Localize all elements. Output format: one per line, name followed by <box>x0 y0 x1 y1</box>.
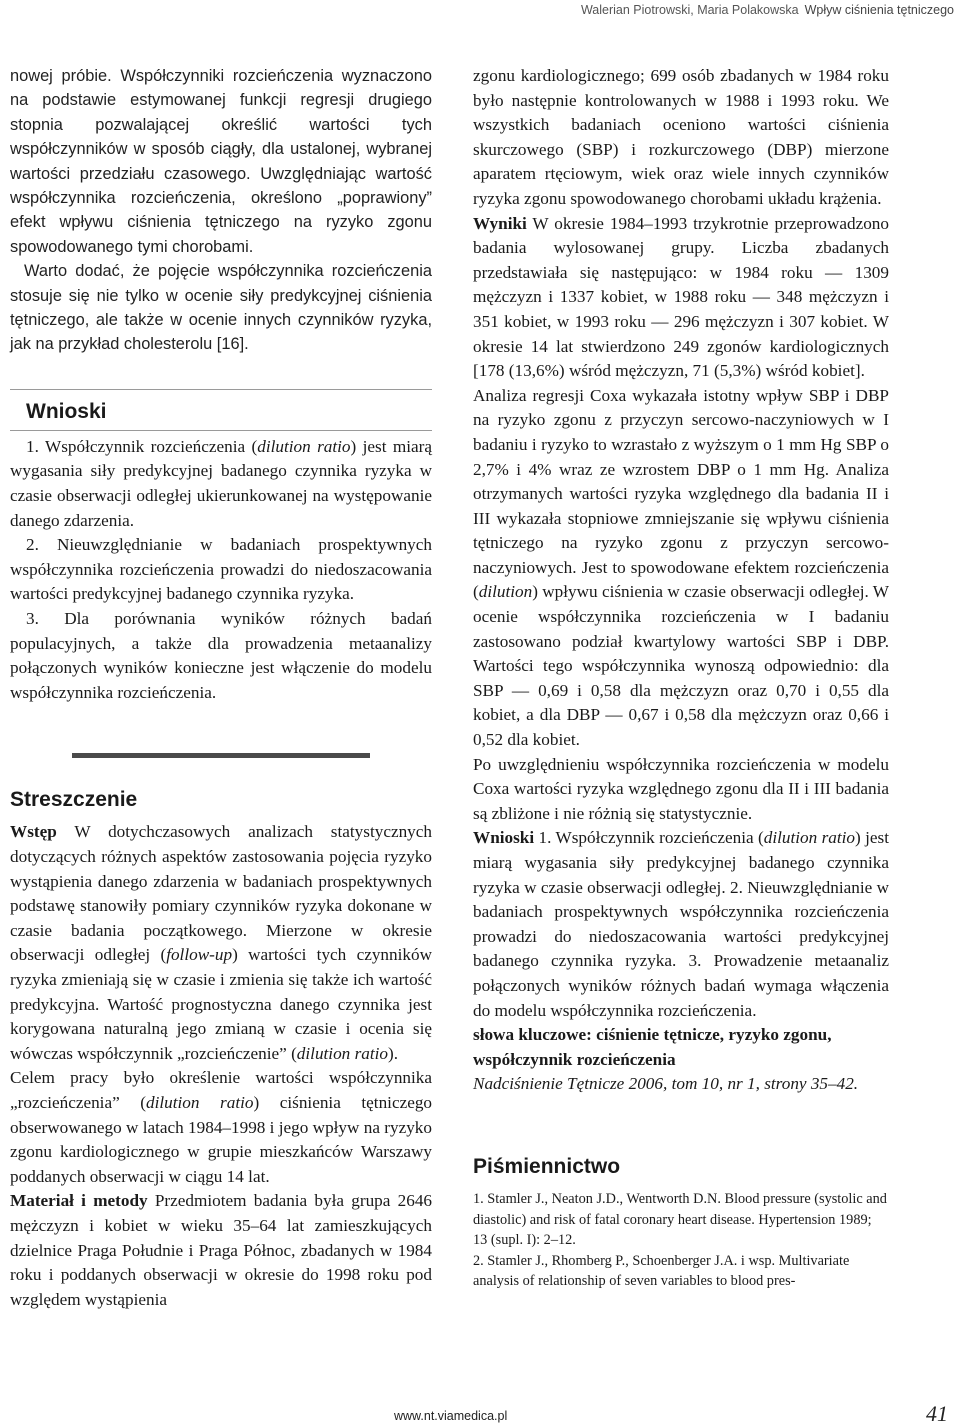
streszczenie-heading: Streszczenie <box>10 788 138 812</box>
conclusion-1: 1. Współczynnik rozcieńczenia (dilution ratio) jest miarą wygasania siły predykcyjnej badanego czynnika ryzyka w czasie obserwacji odległej ukierunkowanej na występowanie danego zdarzenia. <box>10 436 433 530</box>
page-number: 41 <box>926 1401 948 1426</box>
header-title: Wpływ ciśnienia tętniczego <box>804 3 954 17</box>
left-paragraph-2: Warto dodać, że pojęcie współczynnika rozcieńczenia stosuje się nie tylko w ocenie siły predykcyjnej ciśnienia tętniczego, ale także w ocenie innych czynników ryzyka, jak na przykład cholesterolu [16]. <box>10 262 432 354</box>
abstract-intro: Wstęp W dotychczasowych analizach statystycznych dotyczących różnych aspektów zastosowania pojęcia ryzyko wystąpienia danego zdarzenia w badaniach prospektywnych podstawę stanowiły pomiary czynników ryzyka dokonane w czasie badania początkowego. Mierzone w okresie obserwacji odległej (follow-up) wartości tych czynników ryzyka zmieniają się w czasie i zmienia się także ich wartość predykcyjna. Wartość prognostyczna danego czynnika jest korygowana naturalną jego zmianą w czasie i ocenia się wówczas współczynnik „rozcieńczenie” (dilution ratio). <box>10 822 432 1063</box>
footer-url[interactable]: www.nt.viamedica.pl <box>394 1409 508 1423</box>
abstract-aim: Celem pracy było określenie wartości współczynnika „rozcieńczenia” (dilution ratio) ciśnienia tętniczego obserwowanego w latach 1984–1998 i jego wpływ na ryzyko zgonu kardiologicznego w grupie mieszkańców Warszawy poddanych obserwacji w ciągu 14 lat. <box>10 1068 433 1186</box>
abstract-methods: Materiał i metody Przedmiotem badania była grupa 2646 mężczyzn i kobiet w wieku 35–64 lat zamieszkujących dzielnice Praga Południe i Praga Północ, zbadanych w 1984 roku i poddanych obserwacji w okresie do 1998 roku pod względem wystąpienia <box>10 1191 433 1309</box>
abstract-results-adjusted: Po uwzględnieniu współczynnika rozcieńczenia w modelu Coxa wartości ryzyka względnego zgonu dla II i III badania są zbliżone i nie różnią się statystycznie. <box>473 754 889 823</box>
right-column <box>473 64 889 1292</box>
references-heading: Piśmiennictwo <box>473 1154 621 1178</box>
running-header <box>581 0 960 20</box>
references-list <box>473 1189 889 1292</box>
abstract-results: Wyniki W okresie 1984–1993 trzykrotnie przeprowadzono badania wylosowanej grupy. Liczba zbadanych przedstawiała się następująco: w 1984 roku — 1309 mężczyzn i 1337 kobiet, w 1988 roku — 348 mężczyzn i 351 kobiet, w 1993 roku — 296 mężczyzn i 307 kobiet. W okresie 14 lat stwierdzono 249 zgonów kardiologicznych [178 (13,6%) wśród mężczyzn, 71 (5,3%) wśród kobiet]. <box>473 213 889 381</box>
left-column <box>10 64 432 1312</box>
header-authors: Walerian Piotrowski, Maria Polakowska <box>580 3 799 17</box>
conclusion-3: 3. Dla porównania wyników różnych badań populacyjnych, a także dla prowadzenia metaanalizy połączonych wyników konieczne jest włączenie do modelu współczynnika rozcieńczenia. <box>10 609 432 702</box>
journal-citation: Nadciśnienie Tętnicze 2006, tom 10, nr 1, strony 35–42. <box>473 1074 859 1094</box>
intro-block <box>10 64 432 357</box>
left-paragraph-1: nowej próbie. Współczynniki rozcieńczenia wyznaczono na podstawie estymowanej funkcji regresji drugiego stopnia pozwalającej określić wartości tych współczynników w sposób ciągły, dla ustalonej, wybranej wartości przedziału czasowego. Uwzględniając wartość współczynnika rozcieńczenia, określono „poprawiony” efekt wpływu ciśnienia tętniczego na ryzyko zgonu spowodowanego tymi chorobami. <box>10 67 432 256</box>
reference-item: 1. Stamler J., Neaton J.D., Wentworth D.N. Blood pressure (systolic and diastolic) and risk of fatal coronary heart disease. Hypertension 1989; 13 (supl. I): 2–12. <box>473 1190 887 1249</box>
conclusion-2: 2. Nieuwzględnianie w badaniach prospektywnych współczynnika rozcieńczenia prowadzi do niedoszacowania wartości predykcyjnej badanego czynnika ryzyka. <box>10 535 432 604</box>
abstract-conclusions: Wnioski 1. Współczynnik rozcieńczenia (dilution ratio) jest miarą wygasania siły predykcyjnej badanego czynnika ryzyka w czasie obserwacji odległej. 2. Nieuwzględnianie w badaniach prospektywnych współczynnika rozcieńczenia prowadzi do niedoszacowania wartości predykcyjnej badanego czynnika ryzyka. 3. Prowadzenie metaanaliz połączonych wyników różnych badań wymaga włączenia do modelu współczynnika rozcieńczenia. <box>473 828 890 1020</box>
section-divider <box>10 430 432 431</box>
keywords: słowa kluczowe: ciśnienie tętnicze, ryzyko zgonu, współczynnik rozcieńczenia <box>473 1025 832 1069</box>
section-divider <box>10 389 432 390</box>
wnioski-heading: Wnioski <box>26 399 107 423</box>
abstract-results-cox: Analiza regresji Coxa wykazała istotny wpływ SBP i DBP na ryzyko zgonu z przyczyn sercowo-naczyniowych w I badaniu i ryzyko to wzrastało z wyższym o 1 mm Hg SBP o 2,7% i 4% wraz ze wzrostem DBP o 1 mm Hg. Analiza otrzymanych wartości ryzyka względnego dla badania II i III wykazała stopniowe zmniejszanie się wpływu ciśnienia tętniczego na ryzyko zgonu z przyczyn sercowo-naczyniowych. Jest to spowodowane efektem rozcieńczenia (dilution) wpływu ciśnienia w czasie obserwacji odległej. W ocenie współczynnika rozcieńczenia w I badaniu zastosowano podział kwartylowy wartości SBP i DBP. Wartości tego współczynnika wynoszą odpowiednio: dla SBP — 0,69 i 0,58 dla mężczyzn oraz 0,70 i 0,55 dla kobiet, a dla DBP — 0,67 i 0,58 dla mężczyzn oraz 0,66 i 0,52 dla kobiet. <box>473 385 889 750</box>
reference-item: 2. Stamler J., Rhomberg P., Schoenberger J.A. i wsp. Multivariate analysis of relationship of seven variables to blood pres- <box>473 1252 850 1290</box>
abstract-methods-cont: zgonu kardiologicznego; 699 osób zbadanych w 1984 roku było następnie kontrolowanych w 1988 i 1993 roku. We wszystkich badaniach oceniono wartości ciśnienia skurczowego (SBP) i rozkurczowego (DBP) mierzone aparatem rtęciowym, wiek oraz wiele innych czynników ryzyka zgonu spowodowanego chorobami układu krążenia. <box>473 66 889 208</box>
